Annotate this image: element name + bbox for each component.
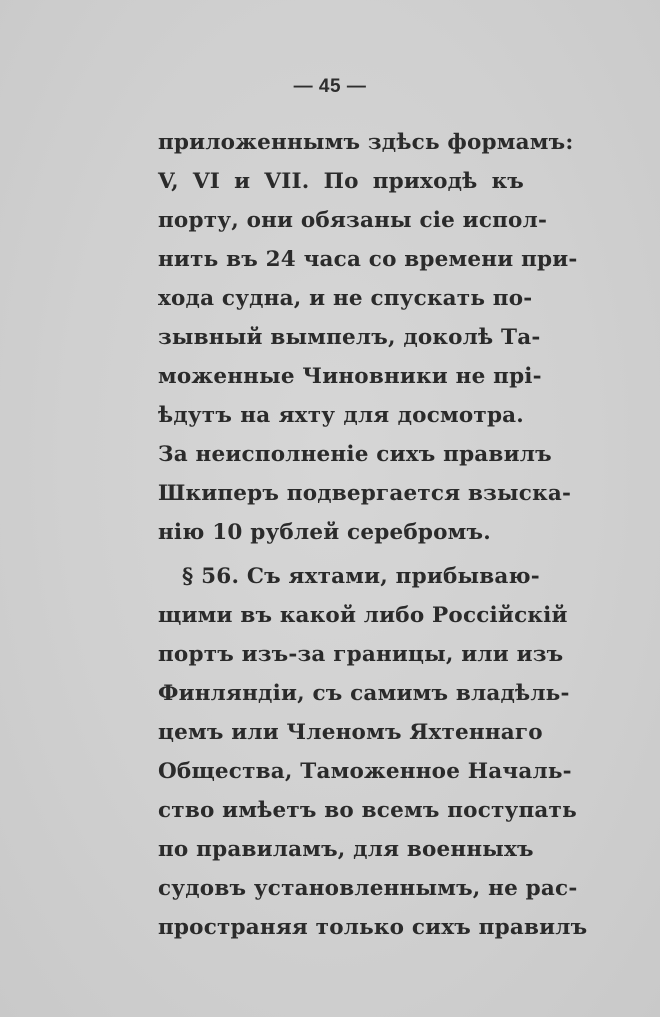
text-line: нію 10 рублей серебромъ. [158, 520, 491, 545]
text-line: судовъ установленнымъ, не рас- [158, 876, 578, 901]
text-line: по правиламъ, для военныхъ [158, 837, 534, 862]
text-line: зывный вымпелъ, доколѣ Та- [158, 325, 541, 350]
text-line: ѣдутъ на яхту для досмотра. [158, 403, 524, 428]
text-line: порту, они обязаны сіе испол- [158, 208, 548, 233]
text-line: щими въ какой либо Россійскій [158, 603, 568, 628]
text-line: моженные Чиновники не прі- [158, 364, 542, 389]
text-line: цемъ или Членомъ Яхтеннаго [158, 720, 543, 745]
text-line: пространяя только сихъ правилъ [158, 915, 588, 940]
text-line: хода судна, и не спускать по- [158, 286, 533, 311]
text-line: ство имѣетъ во всемъ поступать [158, 798, 577, 823]
text-line: нить въ 24 часа со времени при- [158, 247, 578, 272]
text-line: Шкиперъ подвергается взыска- [158, 481, 572, 506]
text-line: За неисполненіе сихъ правилъ [158, 442, 552, 467]
section-heading-line: § 56. Съ яхтами, прибываю- [182, 564, 540, 589]
text-line: портъ изъ-за границы, или изъ [158, 642, 564, 667]
text-line: Общества, Таможенное Началь- [158, 759, 572, 784]
text-line: Финляндіи, съ самимъ владѣль- [158, 681, 570, 706]
page-number: — 45 — [293, 76, 367, 97]
text-line: приложеннымъ здѣсь формамъ: [158, 130, 574, 155]
text-line: V, VI и VII. По приходѣ къ [158, 169, 524, 194]
